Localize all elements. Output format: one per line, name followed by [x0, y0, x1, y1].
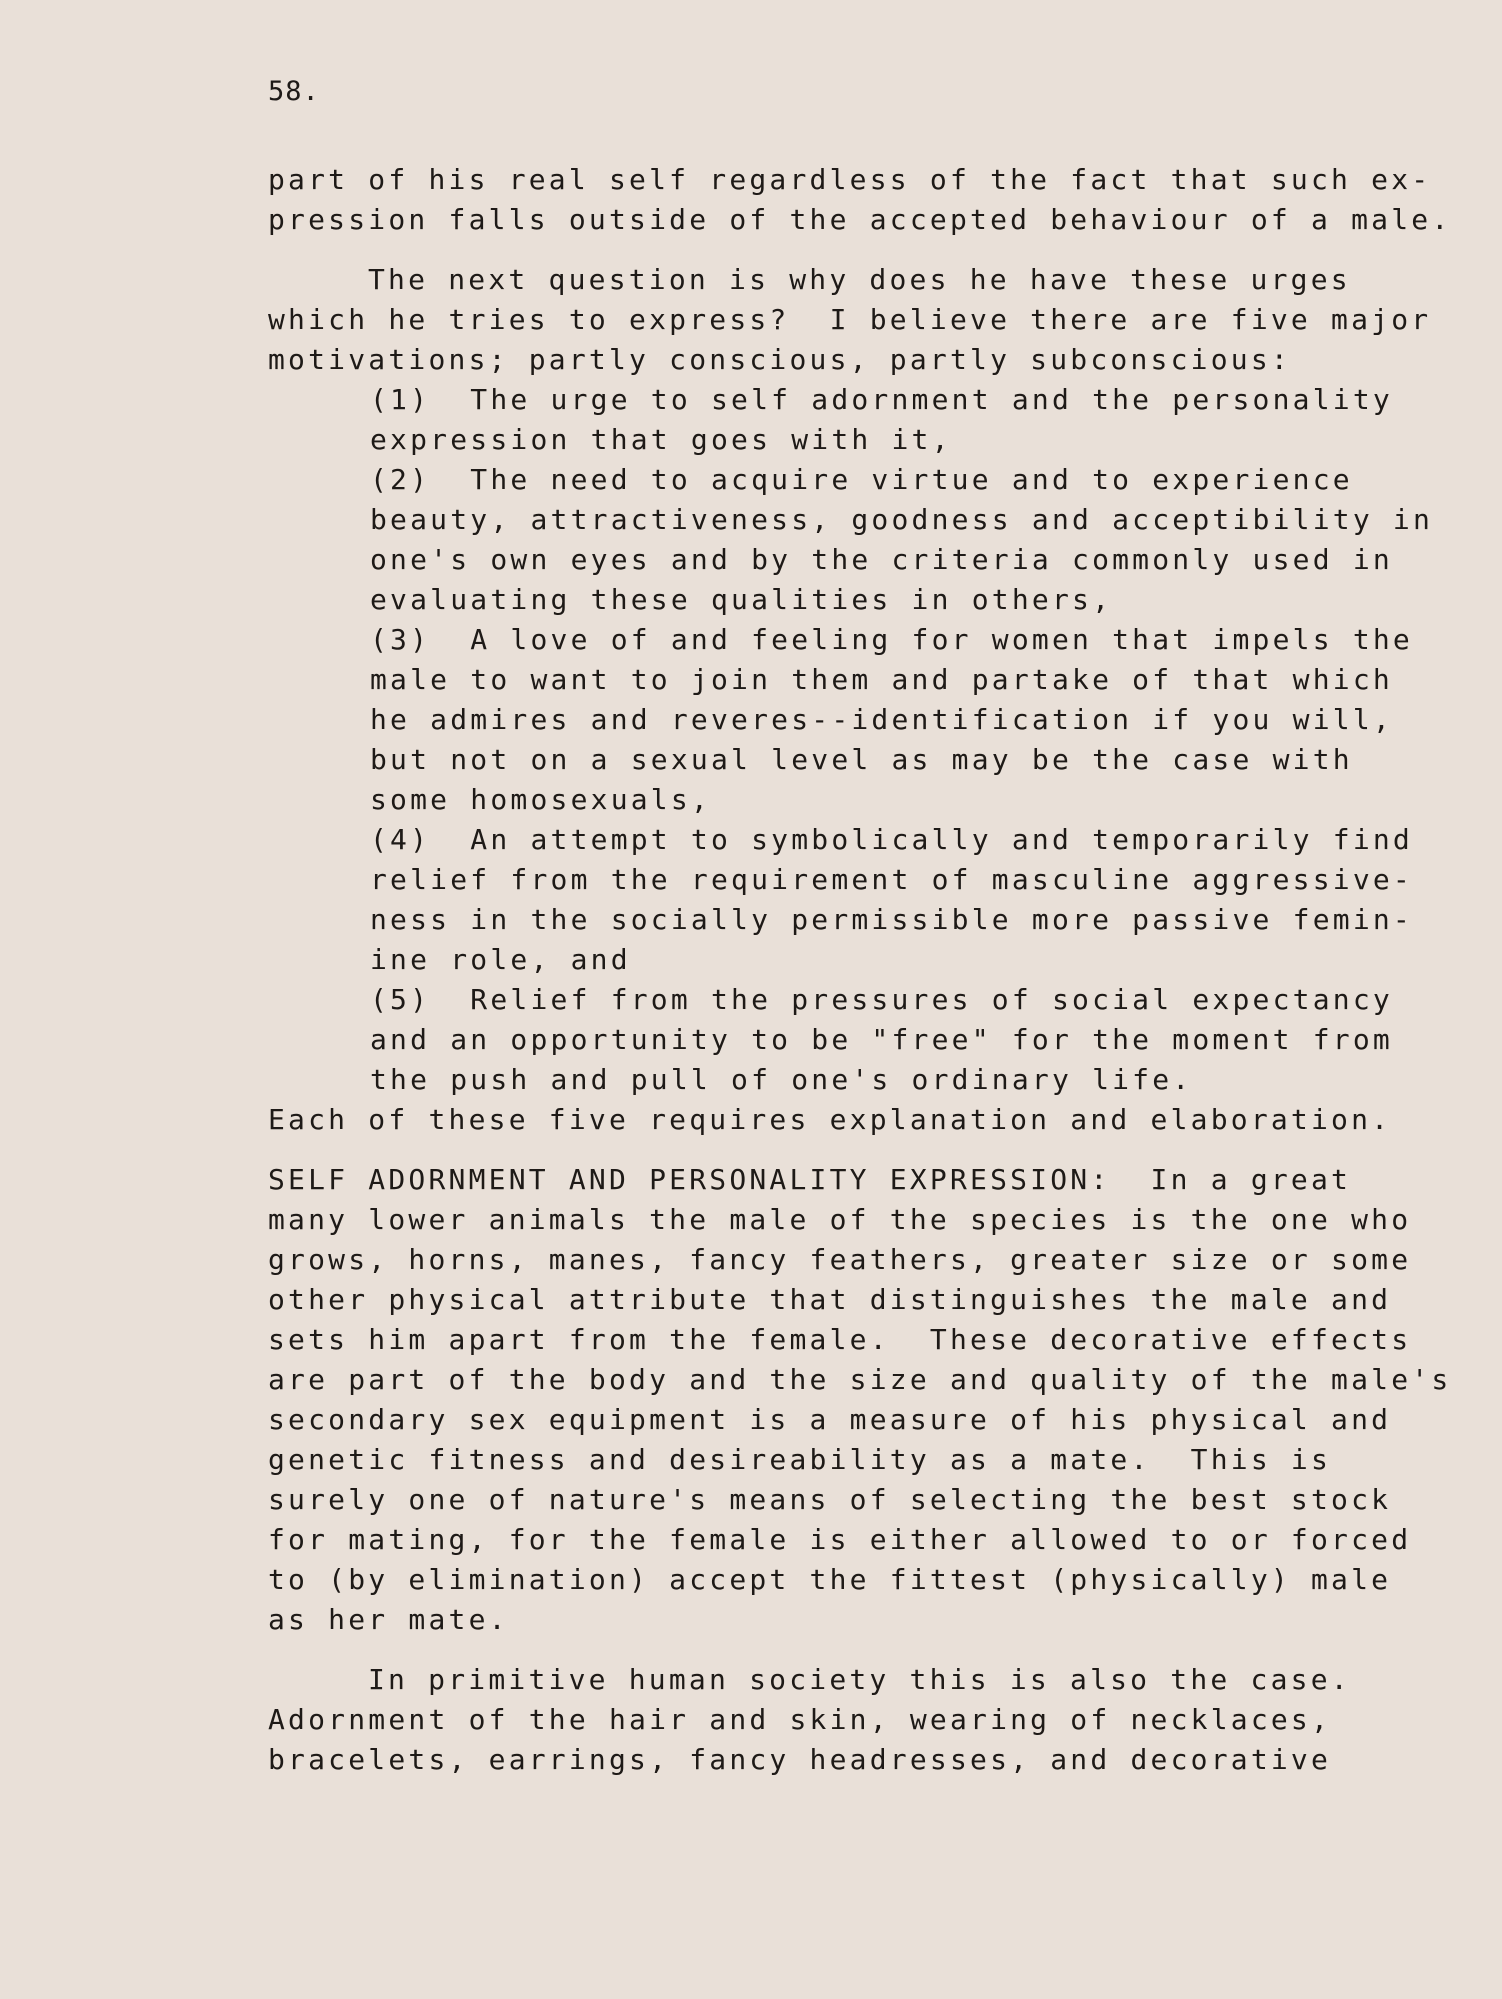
- list-item: [268, 460, 1468, 620]
- text-line: surely one of nature's means of selecting the best stock: [268, 1483, 1392, 1516]
- list-item: [268, 620, 1468, 820]
- paragraph-motivations: [268, 260, 1468, 1140]
- text-line: Adornment of the hair and skin, wearing of necklaces,: [268, 1703, 1332, 1736]
- text-line: ness in the socially permissible more passive femin-: [370, 903, 1413, 936]
- text-line: but not on a sexual level as may be the case with: [370, 743, 1353, 776]
- list-item: [268, 380, 1468, 460]
- text-line: Each of these five requires explanation and elaboration.: [268, 1103, 1392, 1136]
- text-line: relief from the requirement of masculine aggressive-: [370, 863, 1413, 896]
- text-line: bracelets, earrings, fancy headresses, and decorative: [268, 1743, 1332, 1776]
- text-line: SELF ADORNMENT AND PERSONALITY EXPRESSION: In a great: [268, 1163, 1352, 1196]
- text-line: The next question is why does he have these urges: [368, 263, 1351, 296]
- text-line: many lower animals the male of the species is the one who: [268, 1203, 1412, 1236]
- text-line: male to want to join them and partake of that which: [370, 663, 1393, 696]
- text-line: for mating, for the female is either allowed to or forced: [268, 1523, 1412, 1556]
- text-line: pression falls outside of the accepted behaviour of a male.: [268, 203, 1452, 236]
- text-line: one's own eyes and by the criteria commonly used in: [370, 543, 1393, 576]
- text-line: In primitive human society this is also the case.: [368, 1663, 1351, 1696]
- text-line: some homosexuals,: [370, 783, 711, 816]
- text-line: to (by elimination) accept the fittest (physically) male: [268, 1563, 1392, 1596]
- text-line: secondary sex equipment is a measure of his physical and: [268, 1403, 1392, 1436]
- text-line: evaluating these qualities in others,: [370, 583, 1113, 616]
- text-line: (4) An attempt to symbolically and temporarily find: [370, 823, 1413, 856]
- typed-page: [268, 72, 1468, 1780]
- text-line: sets him apart from the female. These decorative effects: [268, 1323, 1412, 1356]
- motivation-list: [268, 380, 1468, 1100]
- text-line: are part of the body and the size and quality of the male's: [268, 1363, 1452, 1396]
- text-line: he admires and reveres--identification if you will,: [370, 703, 1393, 736]
- paragraph-continued: [268, 160, 1468, 240]
- text-line: motivations; partly conscious, partly subconscious:: [268, 343, 1291, 376]
- list-item: [268, 980, 1468, 1100]
- text-line: other physical attribute that distinguishes the male and: [268, 1283, 1392, 1316]
- paragraph-primitive-society: [268, 1660, 1468, 1780]
- text-line: grows, horns, manes, fancy feathers, greater size or some: [268, 1243, 1412, 1276]
- text-line: (5) Relief from the pressures of social expectancy: [370, 983, 1393, 1016]
- paragraph-self-adornment: [268, 1160, 1468, 1640]
- text-line: (2) The need to acquire virtue and to experience: [370, 463, 1353, 496]
- text-line: the push and pull of one's ordinary life.: [370, 1063, 1193, 1096]
- text-line: as her mate.: [268, 1603, 509, 1636]
- text-line: ine role, and: [370, 943, 631, 976]
- text-line: (3) A love of and feeling for women that impels the: [370, 623, 1413, 656]
- text-line: beauty, attractiveness, goodness and acceptibility in: [370, 503, 1434, 536]
- text-line: which he tries to express? I believe there are five major: [268, 303, 1432, 336]
- text-line: genetic fitness and desireability as a mate. This is: [268, 1443, 1332, 1476]
- text-line: part of his real self regardless of the fact that such ex-: [268, 163, 1432, 196]
- text-line: and an opportunity to be "free" for the moment from: [370, 1023, 1393, 1056]
- page-number: 58.: [268, 76, 320, 107]
- text-line: (1) The urge to self adornment and the personality: [370, 383, 1393, 416]
- list-item: [268, 820, 1468, 980]
- text-line: expression that goes with it,: [370, 423, 952, 456]
